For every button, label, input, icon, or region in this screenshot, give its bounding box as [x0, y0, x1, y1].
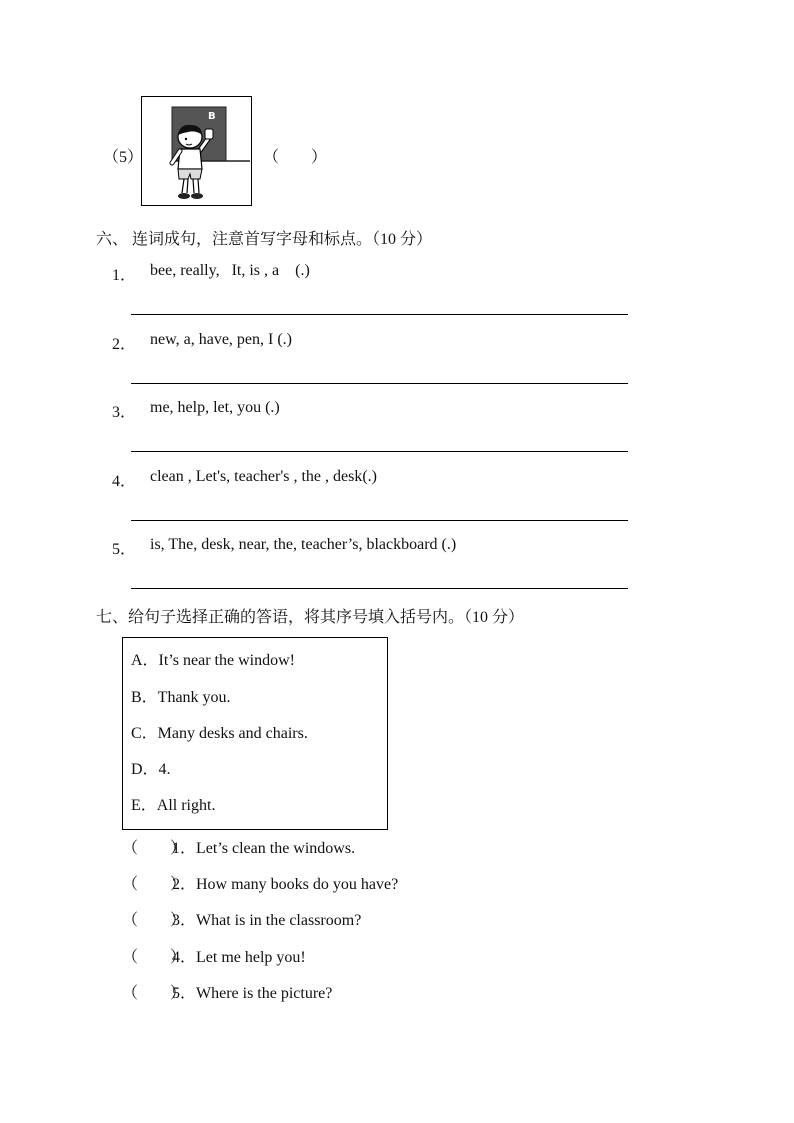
- question-5-answer-paren[interactable]: （ ）: [263, 149, 328, 166]
- question-row: [122, 980, 332, 1003]
- answer-option: C．Many desks and chairs.: [131, 725, 308, 742]
- item-number: 5．: [112, 541, 137, 558]
- question-text: 3．What is in the classroom?: [172, 912, 362, 929]
- question-row: [122, 907, 361, 930]
- question-row: [122, 835, 355, 858]
- answer-paren[interactable]: （ ）: [122, 912, 187, 929]
- item-number: 2．: [112, 336, 137, 353]
- answer-option: B．Thank you.: [131, 689, 231, 706]
- question-row: [122, 944, 306, 967]
- scrambled-words: me, help, let, you (.): [150, 399, 280, 416]
- scrambled-words: new, a, have, pen, I (.): [150, 331, 293, 348]
- question-5-label: （5）: [103, 149, 144, 166]
- answer-line-5[interactable]: [131, 588, 628, 589]
- question-row: [122, 871, 398, 894]
- item-number: 4．: [112, 473, 137, 490]
- board-letter: B: [208, 111, 216, 122]
- question-text: 5．Where is the picture?: [172, 985, 333, 1002]
- question-text: 1．Let’s clean the windows.: [172, 840, 356, 857]
- scrambled-words: is, The, desk, near, the, teacher’s, blackboard (.): [150, 536, 457, 553]
- item-number: 3．: [112, 404, 137, 421]
- answer-line-3[interactable]: [131, 451, 628, 452]
- answer-option: E．All right.: [131, 797, 216, 814]
- section-7-title: 七、给句子选择正确的答语，将其序号填入括号内。（10 分）: [96, 609, 525, 626]
- answer-option: D．4.: [131, 761, 171, 778]
- answer-paren[interactable]: （ ）: [122, 840, 187, 857]
- scrambled-words: bee, really, It, is , a (.): [150, 262, 310, 279]
- answer-line-4[interactable]: [131, 520, 628, 521]
- answer-paren[interactable]: （ ）: [122, 985, 187, 1002]
- answer-option: A．It’s near the window!: [131, 652, 295, 669]
- answer-line-1[interactable]: [131, 314, 628, 315]
- answer-line-2[interactable]: [131, 383, 628, 384]
- answer-paren[interactable]: （ ）: [122, 876, 187, 893]
- picture-frame: [141, 96, 252, 206]
- boy-at-blackboard-illustration: [142, 97, 251, 205]
- section-6-title: 六、 连词成句，注意首写字母和标点。（10 分）: [96, 231, 433, 248]
- scrambled-words: clean , Let's, teacher's , the , desk(.): [150, 468, 377, 485]
- question-text: 4．Let me help you!: [172, 949, 306, 966]
- question-text: 2．How many books do you have?: [172, 876, 399, 893]
- answer-paren[interactable]: （ ）: [122, 949, 187, 966]
- item-number: 1．: [112, 267, 137, 284]
